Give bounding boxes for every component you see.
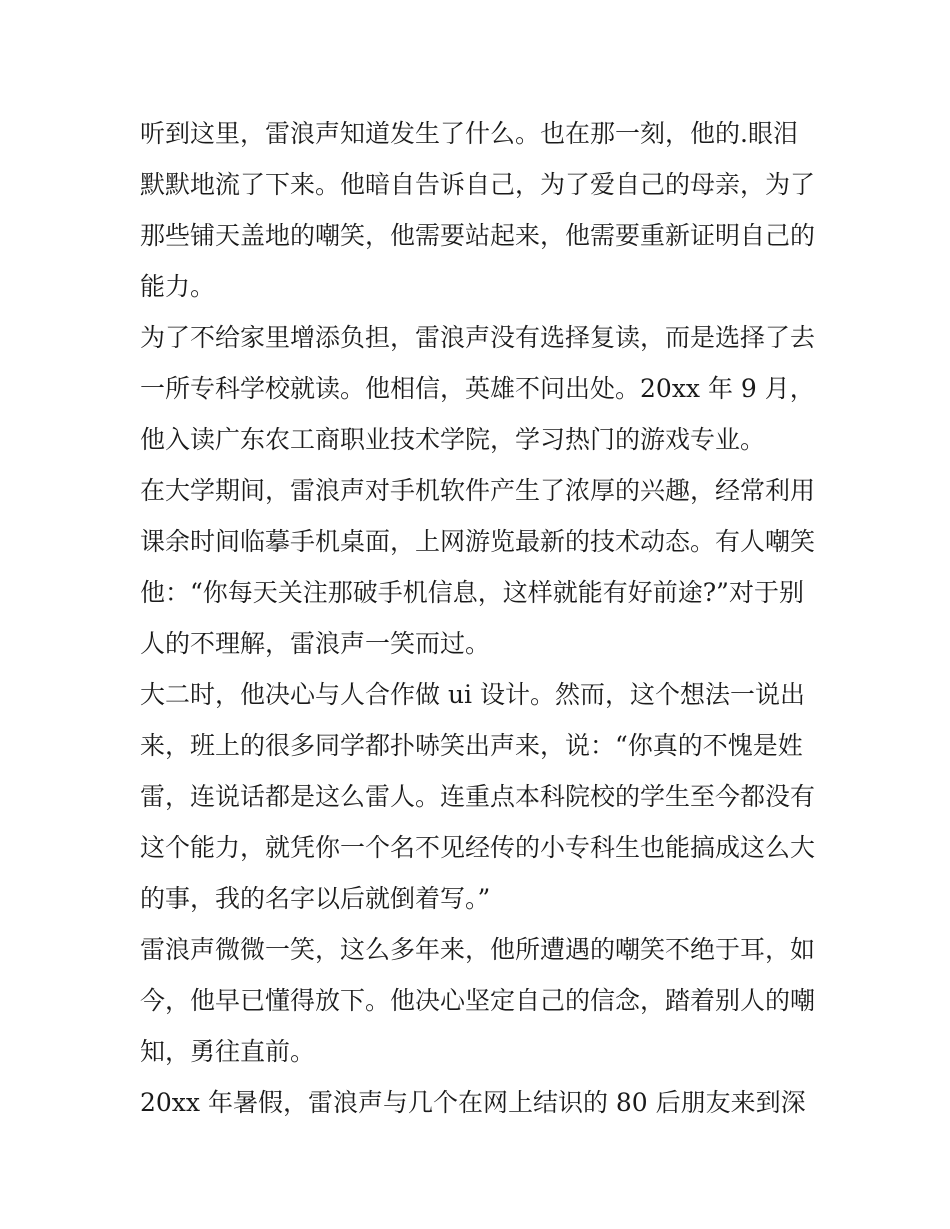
text-line: 一所专科学校就读。他相信，英雄不问出处。20xx 年 9 月， [140,374,815,403]
text-line: 他：“你每天关注那破手机信息，这样就能有好前途?”对于别 [140,578,804,607]
text-line: 来，班上的很多同学都扑哧笑出声来，说：“你真的不愧是姓 [140,731,803,760]
text-line: 知，勇往直前。 [140,1037,316,1066]
text-line: 默默地流了下来。他暗自告诉自己，为了爱自己的母亲，为了 [140,170,816,199]
text-line: 听到这里，雷浪声知道发生了什么。也在那一刻，他的.眼泪 [140,119,798,148]
text-line: 人的不理解，雷浪声一笑而过。 [140,629,491,658]
text-line: 他入读广东农工商职业技术学院，学习热门的游戏专业。 [140,425,766,454]
text-line: 雷浪声微微一笑，这么多年来，他所遭遇的嘲笑不绝于耳，如 [140,935,816,964]
text-line: 今，他早已懂得放下。他决心坚定自己的信念，踏着别人的嘲 [140,986,816,1015]
text-line: 20xx 年暑假，雷浪声与几个在网上结识的 80 后朋友来到深 [140,1088,806,1117]
text-line: 大二时，他决心与人合作做 ui 设计。然而，这个想法一说出 [140,680,805,709]
body-text [140,108,820,1128]
text-line: 为了不给家里增添负担，雷浪声没有选择复读，而是选择了去 [140,323,816,352]
text-line: 这个能力，就凭你一个名不见经传的小专科生也能搞成这么大 [140,833,816,862]
text-line: 雷，连说话都是这么雷人。连重点本科院校的学生至今都没有 [140,782,816,811]
text-line: 课余时间临摹手机桌面，上网游览最新的技术动态。有人嘲笑 [140,527,816,556]
text-line: 的事，我的名字以后就倒着写。” [140,884,491,913]
text-line: 那些铺天盖地的嘲笑，他需要站起来，他需要重新证明自己的 [140,221,816,250]
text-line: 在大学期间，雷浪声对手机软件产生了浓厚的兴趣，经常利用 [140,476,816,505]
text-line: 能力。 [140,272,216,301]
